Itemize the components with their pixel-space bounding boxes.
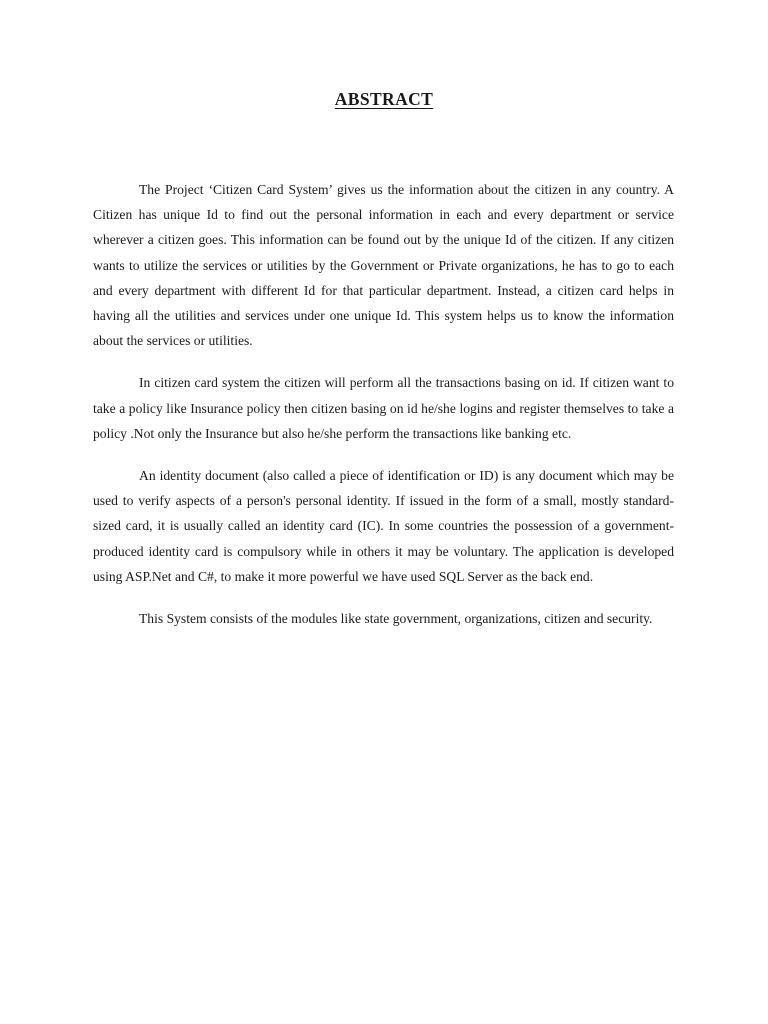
page-title: ABSTRACT bbox=[334, 89, 434, 109]
paragraph-modules: This System consists of the modules like state government, organizations, citizen and security. bbox=[139, 611, 653, 627]
paragraph-transactions: In citizen card system the citizen will perform all the transactions basing on id. If citizen want to take a policy like Insurance policy then citizen basing on id he/she logins and register themselves to take a policy .Not only the Insurance but also he/she perform the transactions like banking etc. bbox=[93, 375, 674, 441]
abstract-body bbox=[93, 177, 674, 648]
paragraph-intro: The Project ‘Citizen Card System’ gives us the information about the citizen in any country. A Citizen has unique Id to find out the personal information in each and every department or service wherever a citizen goes. This information can be found out by the unique Id of the citizen. If any citizen wants to utilize the services or utilities by the Government or Private organizations, he has to go to each and every department with different Id for that particular department. Instead, a citizen card helps in having all the utilities and services under one unique Id. This system helps us to know the information about the services or utilities. bbox=[93, 182, 674, 349]
paragraph-identity-document: An identity document (also called a piece of identification or ID) is any document which may be used to verify aspects of a person's personal identity. If issued in the form of a small, mostly standard-sized card, it is usually called an identity card (IC). In some countries the possession of a government-produced identity card is compulsory while in others it may be voluntary. The application is developed using ASP.Net and C#, to make it more powerful we have used SQL Server as the back end. bbox=[93, 468, 674, 584]
